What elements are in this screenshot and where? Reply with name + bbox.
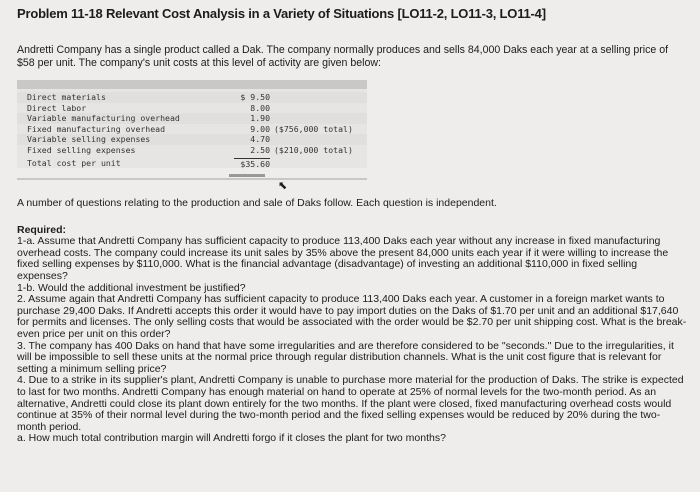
cost-note — [270, 134, 274, 145]
mouse-cursor-icon: ⬉ — [278, 180, 288, 192]
cost-value: 1.90 — [250, 113, 270, 124]
unit-cost-table — [17, 80, 367, 168]
cost-note: ($210,000 total) — [274, 144, 353, 155]
cost-value: $ 9.50 — [240, 92, 270, 102]
table-row — [17, 113, 367, 124]
table-row — [17, 103, 367, 114]
cost-note — [270, 113, 274, 124]
cost-label: Variable manufacturing overhead — [27, 113, 180, 124]
cost-value: 9.00 — [250, 123, 270, 134]
cost-label: Fixed selling expenses — [27, 144, 136, 155]
question-3: 3. The company has 400 Daks on hand that have some irregularities and are therefore considered to be "seconds." Due to the irregularities, it will be impossible to sell these units at the normal price through regular distribution channels. What is the unit cost figure that is relevant for setting a minimum selling price? — [17, 339, 674, 375]
page-title: Problem 11-18 Relevant Cost Analysis in a Variety of Situations [LO11-2, LO11-3, LO11-4] — [17, 6, 546, 21]
question-1a: 1-a. Assume that Andretti Company has sufficient capacity to produce 113,400 Daks each year without any increase in fixed manufacturing overhead costs. The company could increase its unit sales by 35% above the present 84,000 units each year if it were willing to increase the fixed selling expenses by $110,000. What is the financial advantage (disadvantage) of investing an additional $110,000 in fixed selling expenses? — [17, 235, 669, 282]
cost-label: Fixed manufacturing overhead — [27, 123, 166, 134]
intro-paragraph: Andretti Company has a single product called a Dak. The company normally produces and sells 84,000 Daks each year at a selling price of $58 per unit. The company's unit costs at this level of activity are given below: — [17, 44, 669, 69]
question-4: 4. Due to a strike in its supplier's plant, Andretti Company is unable to purchase more material for the production of Daks. The strike is expected to last for two months. Andretti Company has enough material on hand to operate at 25% of normal levels for the two-month period. As an alternative, Andretti could close its plant down entirely for the two months. If the plant were closed, fixed manufacturing overhead costs would continue at 35% of their normal level during the two-month period and the fixed selling expenses would be reduced by 20% during the two-month period. — [17, 374, 684, 433]
cost-value: 2.50 — [250, 144, 270, 155]
question-1b: 1-b. Would the additional investment be justified? — [17, 281, 246, 294]
cost-value: 8.00 — [250, 102, 270, 113]
total-row — [17, 158, 367, 169]
cost-note — [270, 103, 274, 114]
questions-intro: A number of questions relating to the production and sale of Daks follow. Each question is independent. — [17, 197, 497, 209]
cost-note — [270, 92, 274, 103]
question-4a: a. How much total contribution margin will Andretti forgo if it closes the plant for two months? — [17, 432, 446, 445]
required-heading: Required: — [17, 223, 67, 236]
table-row — [17, 124, 367, 135]
double-underline — [229, 174, 265, 177]
cost-label: Variable selling expenses — [27, 134, 151, 145]
table-footer-rule — [17, 178, 367, 180]
cost-label: Direct labor — [27, 102, 87, 113]
questions-section — [17, 198, 687, 445]
question-2: 2. Assume again that Andretti Company has sufficient capacity to produce 113,400 Daks each year. A customer in a foreign market wants to purchase 29,400 Daks. If Andretti accepts this order it would have to pay import duties on the Daks of $1.70 per unit and an additional $17,640 for permits and licenses. The only selling costs that would be associated with the order would be $2.70 per unit shipping cost. What is the break-even price per unit on this order? — [17, 293, 687, 340]
table-row — [17, 92, 367, 103]
table-row — [17, 145, 367, 156]
table-header — [17, 80, 367, 89]
table-row — [17, 134, 367, 145]
cost-note: ($756,000 total) — [274, 123, 353, 134]
total-label: Total cost per unit — [27, 157, 121, 168]
total-value: $35.60 — [234, 158, 270, 169]
cost-value: 4.70 — [250, 134, 270, 145]
cost-label: Direct materials — [27, 92, 106, 102]
